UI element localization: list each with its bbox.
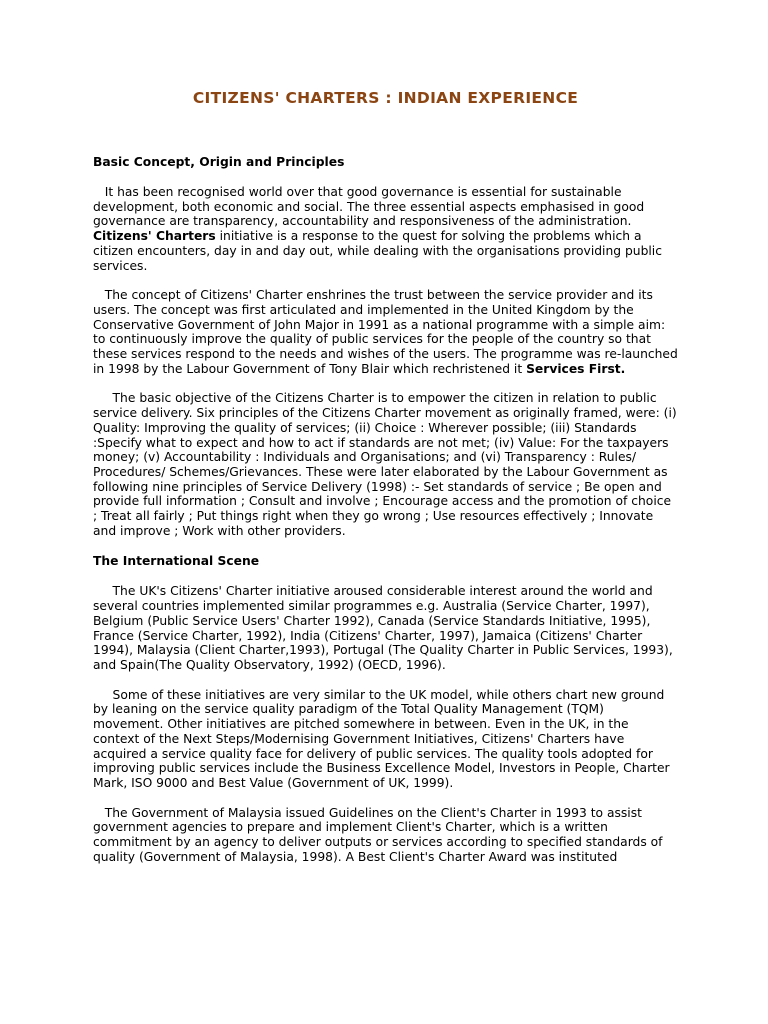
- paragraph-text: The Government of Malaysia issued Guidelines on the Client's Charter in 1993 to assist government agencies to prepare and implement Client's Charter, which is a written commitment by an agency to deliver outputs or services according to specified standards of quality (Government of Malaysia, 1998). A Best Client's Charter Award was instituted: [93, 805, 663, 864]
- paragraph-text: The concept of Citizens' Charter enshrines the trust between the service provider and its users. The concept was first articulated and implemented in the United Kingdom by the Conservative Government of John Major in 1991 as a national programme with a simple aim: to continuously improve the quality of public services for the people of the country so that these services respond to the needs and wishes of the users. The programme was re-launched in 1998 by the Labour Government of Tony Blair which rechristened it: [93, 288, 678, 376]
- paragraph-text: Some of these initiatives are very similar to the UK model, while others chart new ground by leaning on the service quality paradigm of the Total Quality Management (TQM) movement. Other initiatives are pitched somewhere in between. Even in the UK, in the context of the Next Steps/Modernising Government Initiatives, Citizens' Charters have acquired a service quality face for delivery of public services. The quality tools adopted for improving public services include the Business Excellence Model, Investors in People, Charter Mark, ISO 9000 and Best Value (Government of UK, 1999).: [93, 687, 670, 790]
- paragraph-text: The UK's Citizens' Charter initiative aroused considerable interest around the world and several countries implemented similar programmes e.g. Australia (Service Charter, 1997), Belgium (Public Service Users' Charter 1992), Canada (Service Standards Initiative, 1995), France (Service Charter, 1992), India (Citizens' Charter, 1997), Jamaica (Citizens' Charter 1994), Malaysia (Client Charter,1993), Portugal (The Quality Charter in Public Services, 1993), and Spain(The Quality Observatory, 1992) (OECD, 1996).: [93, 584, 673, 672]
- paragraph-basic-objective: [93, 391, 678, 538]
- paragraph-good-governance: [93, 185, 678, 273]
- section-heading-basic-concept: Basic Concept, Origin and Principles: [93, 155, 345, 169]
- section-heading-international-scene: The International Scene: [93, 554, 260, 569]
- paragraph-malaysia: [93, 806, 678, 865]
- page-title: CITIZENS' CHARTERS : INDIAN EXPERIENCE: [192, 89, 579, 107]
- paragraph-text: initiative is a response to the quest for solving the problems which a citizen encounters, day in and day out, while dealing with the organisations providing public services.: [93, 229, 662, 273]
- bold-term-citizens-charters: Citizens' Charters: [93, 229, 216, 244]
- bold-term-services-first: Services First.: [526, 361, 626, 376]
- paragraph-similar-initiatives: [93, 688, 678, 791]
- paragraph-text: It has been recognised world over that good governance is essential for sustainable development, both economic and social. The three essential aspects emphasised in good governance are transparency, accountability and responsiveness of the administration.: [93, 185, 645, 229]
- paragraph-text: The basic objective of the Citizens Charter is to empower the citizen in relation to public service delivery. Six principles of the Citizens Charter movement as originally framed, were: (i) Quality: Improving the quality of services; (ii) Choice : Wherever possible; (iii) Standards :Specify what to expect and how to act if standards are not met; (iv) Value: For the taxpayers money; (v) Accountability : Individuals and Organisations; and (vi) Transparency : Rules/ Procedures/ Schemes/Grievances. These were later elaborated by the Labour Government as following nine principles of Service Delivery (1998) :- Set standards of service ; Be open and provide full information ; Consult and involve ; Encourage access and the promotion of choice ; Treat all fairly ; Put things right when they go wrong ; Use resources effectively ; Innovate and improve ; Work with other providers.: [93, 391, 677, 538]
- paragraph-concept-origin: [93, 288, 678, 376]
- document-page: [93, 0, 678, 864]
- paragraph-uk-initiative: [93, 584, 678, 672]
